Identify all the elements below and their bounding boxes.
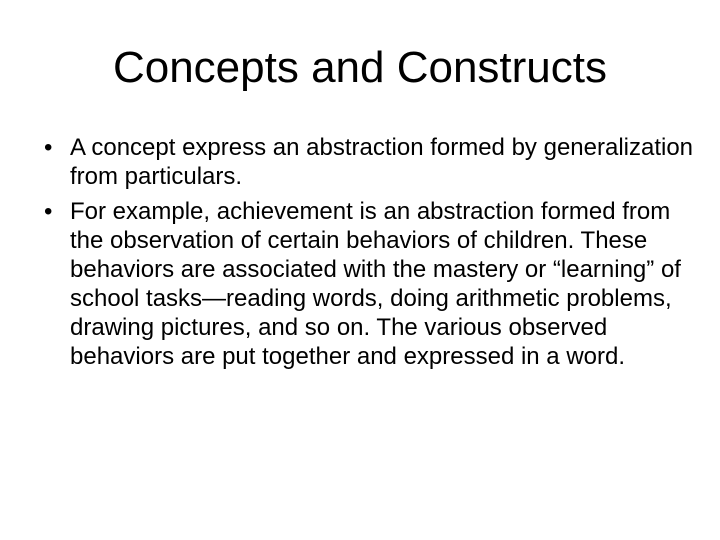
bullet-item xyxy=(44,197,694,371)
bullet-text: A concept express an abstraction formed by generalization from particulars. xyxy=(70,134,694,190)
bullet-list xyxy=(44,133,694,377)
bullet-dot-icon: • xyxy=(44,198,53,225)
bullet-text: For example, achievement is an abstraction formed from the observation of certain behaviors of children. These behaviors are associated with the mastery or “learning” of school tasks—reading words, doing arithmetic problems, drawing pictures, and so on. The various observed behaviors are put together and expressed in a word. xyxy=(70,198,681,370)
bullet-item xyxy=(44,133,694,191)
bullet-dot-icon: • xyxy=(44,134,53,161)
slide-title: Concepts and Constructs xyxy=(112,43,608,92)
